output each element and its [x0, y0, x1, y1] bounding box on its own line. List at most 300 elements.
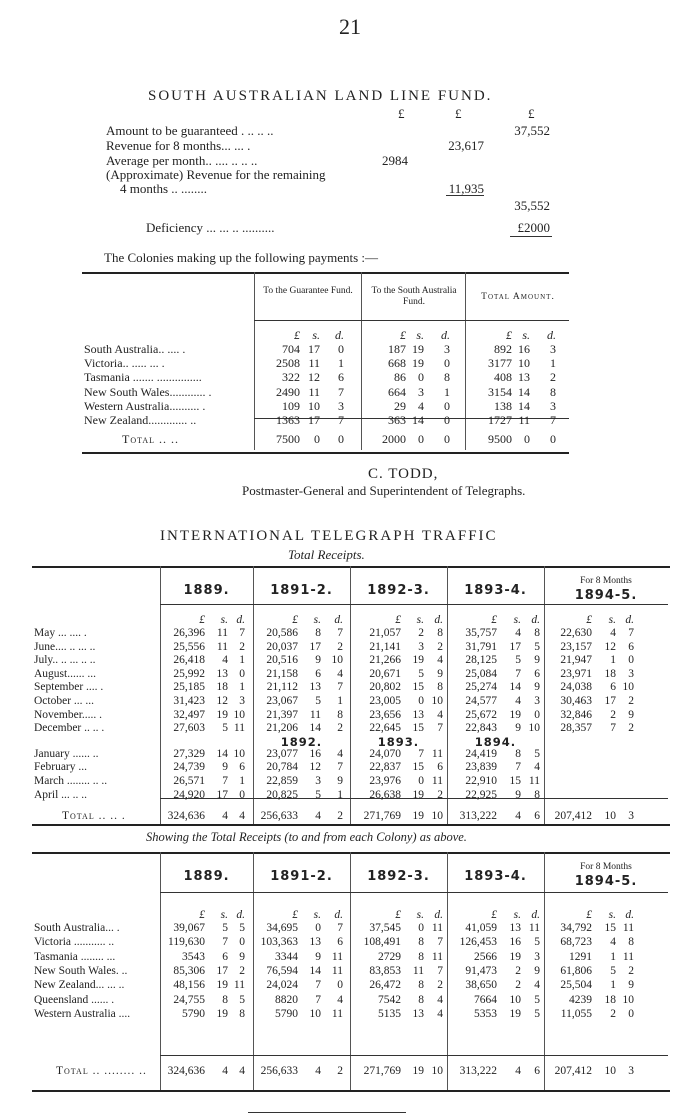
traffic-total-label: Total .. .. . [62, 810, 126, 822]
traffic-cell: 6 [315, 667, 321, 680]
colony-cell: 14 [309, 964, 321, 977]
month-name: June.... .. ... .. [34, 640, 96, 653]
colony-cell: 5 [239, 993, 245, 1006]
year-header: 1893-4. [464, 583, 527, 598]
month-name: August...... ... [34, 667, 96, 680]
colony-cell: 9 [628, 979, 634, 992]
colony-cell: 5353 [474, 1007, 497, 1020]
colony-cell: 2 [239, 964, 245, 977]
colony-cell: 0 [337, 979, 343, 992]
traffic-cell: 21,947 [560, 654, 592, 667]
colony-cell: 5135 [378, 1007, 401, 1020]
traffic-cell: 6 [534, 667, 540, 680]
traffic-cell: 19 [412, 788, 424, 801]
colony-cell: 8 [628, 936, 634, 949]
traffic-cell: 24,739 [173, 761, 205, 774]
fund-line-c2: 23,617 [448, 138, 484, 153]
traffic-cell: 5 [515, 654, 521, 667]
traffic-cell: 7 [337, 761, 343, 774]
payments-row-name: Victoria.. ..... ... . [84, 356, 165, 371]
colony-cell: 19 [216, 979, 228, 992]
year-header: 1892-3. [367, 869, 430, 884]
traffic-total-cell: 4 [515, 810, 521, 822]
colony-name: Queensland ...... . [34, 993, 115, 1006]
traffic-cell: 12 [604, 640, 616, 653]
colony-name: Victoria ........... .. [34, 936, 115, 949]
unit-label: d. [334, 909, 343, 921]
payments-unit-label: £ [294, 328, 300, 342]
traffic-cell: 21,206 [266, 722, 298, 735]
colony-cell: 8820 [275, 993, 298, 1006]
traffic-cell: 23,839 [465, 761, 497, 774]
traffic-cell: 1 [337, 695, 343, 707]
traffic-cell: 8 [534, 788, 540, 801]
colony-cell: 1 [610, 979, 616, 992]
traffic-cell: 25,992 [173, 667, 205, 680]
page-number: 21 [339, 14, 361, 39]
month-name: May ... .... . [34, 627, 87, 639]
colony-cell: 11 [431, 922, 443, 934]
colony-cell: 68,723 [560, 936, 592, 949]
colony-cell: 2 [610, 1007, 616, 1020]
colony-cell: 10 [509, 993, 521, 1006]
payments-row-name: Western Australia.......... . [84, 398, 206, 413]
traffic-total-cell: 324,636 [167, 810, 205, 822]
traffic-cell: 5 [534, 640, 540, 653]
traffic-cell: 2 [437, 640, 443, 653]
traffic-cell: 4 [437, 708, 443, 721]
colony-cell: 11 [331, 964, 343, 977]
traffic-cell: 12 [216, 695, 228, 707]
colony-cell: 4 [610, 936, 616, 949]
unit-label: £ [199, 909, 205, 921]
colony-cell: 11 [412, 964, 424, 977]
payments-cell: 86 [394, 370, 406, 385]
payments-cell: 664 [388, 384, 406, 399]
month-name: October ... ... [34, 695, 95, 707]
colony-cell: 11 [331, 950, 343, 963]
colony-name: Western Australia .... [34, 1007, 131, 1020]
colony-cell: 25,504 [560, 979, 592, 992]
traffic-total-cell: 313,222 [459, 810, 497, 822]
table-total-rule [160, 1055, 668, 1056]
colony-cell: 0 [239, 936, 245, 949]
traffic-cell: 25,084 [465, 667, 497, 680]
traffic-cell: 0 [418, 695, 424, 707]
fund-col3-head: £ [528, 106, 535, 121]
payments-cell: 7 [338, 384, 344, 399]
payments-cell: 7 [338, 413, 344, 427]
colony-cell: 16 [509, 936, 521, 949]
colony-cell: 103,363 [260, 936, 298, 949]
payments-cell: 322 [282, 370, 300, 385]
year-header: 1889. [183, 869, 230, 884]
colony-cell: 4 [337, 993, 343, 1006]
colony-cell: 126,453 [459, 936, 497, 949]
traffic-cell: 22,859 [266, 775, 298, 787]
colony-cell: 11 [233, 979, 245, 992]
payments-cell: 1727 [488, 413, 512, 427]
traffic-cell: 10 [528, 722, 540, 735]
payments-cell: 892 [494, 342, 512, 356]
payments-row-name: New South Wales............ . [84, 384, 212, 399]
year-header: 1889. [183, 583, 230, 598]
traffic-cell: 17 [509, 640, 521, 653]
traffic-cell: 11 [233, 722, 245, 735]
unit-label: d. [236, 614, 245, 626]
colony-cell: 39,067 [173, 922, 205, 934]
payments-cell: 0 [444, 398, 450, 413]
traffic-cell: 0 [628, 654, 634, 667]
unit-label: d. [334, 614, 343, 626]
signature-title: Postmaster-General and Superintendent of Telegraphs. [242, 483, 526, 498]
fund-line-c2: 11,935 [448, 181, 484, 196]
traffic-cell: 4 [534, 761, 540, 774]
colony-cell: 8 [418, 979, 424, 992]
traffic-cell: 8 [437, 681, 443, 694]
colony-total-cell: 4 [315, 1065, 321, 1077]
colony-cell: 85,306 [173, 964, 205, 977]
month-name: September .... . [34, 681, 104, 694]
traffic-cell: 19 [216, 708, 228, 721]
colony-cell: 6 [222, 950, 228, 963]
colony-cell: 10 [309, 1007, 321, 1020]
traffic-cell: 2 [337, 722, 343, 735]
colony-name: South Australia... . [34, 922, 120, 934]
traffic-cell: 9 [222, 761, 228, 774]
unit-label: s. [313, 909, 321, 921]
traffic-cell: 13 [412, 708, 424, 721]
traffic-cell: 28,125 [465, 654, 497, 667]
payments-cell: 14 [412, 413, 424, 427]
unit-label: s. [416, 614, 424, 626]
unit-label: d. [434, 909, 443, 921]
payments-cell: 17 [308, 342, 320, 356]
traffic-cell: 7 [628, 627, 634, 639]
traffic-cell: 7 [337, 681, 343, 694]
colony-cell: 24,024 [266, 979, 298, 992]
traffic-cell: 27,329 [173, 747, 205, 760]
month-name: February ... [34, 761, 88, 774]
colony-cell: 7 [222, 936, 228, 949]
payments-row-name: Tasmania ....... ............... [84, 370, 202, 385]
traffic-cell: 3 [418, 640, 424, 653]
payments-total-cell: 9500 [488, 432, 512, 446]
traffic-cell: 11 [216, 627, 228, 639]
payments-cell: 16 [518, 342, 530, 356]
traffic-cell: 5 [315, 695, 321, 707]
traffic-cell: 13 [216, 667, 228, 680]
year-header: 1891-2. [270, 869, 333, 884]
payments-cell: 4 [418, 398, 424, 413]
traffic-cell: 8 [437, 627, 443, 639]
traffic-cell: 2 [628, 695, 634, 707]
traffic-cell: 22,837 [369, 761, 401, 774]
colony-cell: 41,059 [465, 922, 497, 934]
payments-cell: 0 [338, 342, 344, 356]
month-name: March ........ .. .. [34, 775, 108, 787]
traffic-cell: 8 [315, 627, 321, 639]
payments-cell: 2 [550, 370, 556, 385]
traffic-cell: 20,516 [266, 654, 298, 667]
traffic-cell: 22,910 [465, 775, 497, 787]
traffic-cell: 9 [534, 681, 540, 694]
traffic-cell: 5 [222, 722, 228, 735]
colony-cell: 83,853 [369, 964, 401, 977]
payments-cell: 10 [308, 398, 320, 413]
traffic-cell: 25,672 [465, 708, 497, 721]
payments-cell: 3 [418, 384, 424, 399]
traffic-cell: 7 [515, 761, 521, 774]
colony-total-cell: 256,633 [260, 1065, 298, 1077]
payments-cell: 408 [494, 370, 512, 385]
traffic-cell: 15 [509, 775, 521, 787]
colony-cell: 9 [315, 950, 321, 963]
year-header: 1894-5. [574, 874, 638, 889]
year-header: 1894-5. [574, 588, 638, 603]
colony-cell: 9 [239, 950, 245, 963]
colony-cell: 7 [315, 993, 321, 1006]
fund-line-c3: 37,552 [514, 123, 550, 138]
traffic-cell: 0 [418, 775, 424, 787]
payments-cell: 12 [308, 370, 320, 385]
colony-cell: 5 [534, 1007, 540, 1020]
unit-label: s. [416, 909, 424, 921]
traffic-cell: 31,791 [465, 640, 497, 653]
colony-cell: 76,594 [266, 964, 298, 977]
colony-total-cell: 19 [412, 1065, 424, 1077]
payments-cell: 1 [444, 384, 450, 399]
traffic-cell: 19 [509, 708, 521, 721]
payments-cell: 668 [388, 356, 406, 371]
year-header: 1891-2. [270, 583, 333, 598]
colony-cell: 5 [222, 922, 228, 934]
traffic-cell: 0 [534, 708, 540, 721]
traffic-cell: 17 [309, 640, 321, 653]
payments-cell: 1 [550, 356, 556, 371]
traffic-cell: 18 [604, 667, 616, 680]
payments-cell: 0 [444, 356, 450, 371]
traffic-cell: 3 [239, 695, 245, 707]
colony-cell: 13 [509, 922, 521, 934]
traffic-cell: 9 [337, 775, 343, 787]
traffic-cell: 8 [337, 708, 343, 721]
traffic-cell: 3 [628, 667, 634, 680]
unit-label: £ [586, 614, 592, 626]
traffic-cell: 8 [515, 747, 521, 760]
colony-cell: 18 [604, 993, 616, 1006]
payments-cell: 1 [338, 356, 344, 371]
traffic-cell: 9 [315, 654, 321, 667]
traffic-cell: 20,825 [266, 788, 298, 801]
payments-cell: 7 [550, 413, 556, 427]
payments-unit-label: d. [547, 328, 556, 342]
traffic-cell: 4 [515, 695, 521, 707]
traffic-cell: 7 [515, 667, 521, 680]
traffic-cell: 24,920 [173, 788, 205, 801]
traffic-total-cell: 2 [337, 810, 343, 822]
colony-cell: 5 [610, 964, 616, 977]
traffic-cell: 23,971 [560, 667, 592, 680]
payments-unit-label: £ [506, 328, 512, 342]
traffic-cell: 2 [337, 640, 343, 653]
traffic-cell: 1 [337, 788, 343, 801]
colony-cell: 19 [216, 1007, 228, 1020]
traffic-cell: 14 [509, 681, 521, 694]
payments-cell: 2490 [276, 384, 300, 399]
fund-line-label: 4 months .. ........ [120, 181, 208, 196]
payments-cell: 138 [494, 398, 512, 413]
colony-name: Tasmania ........ ... [34, 950, 116, 963]
month-name: January ...... .. [34, 747, 99, 760]
colony-cell: 48,156 [173, 979, 205, 992]
colony-cell: 4 [437, 993, 443, 1006]
traffic-cell: 20,586 [266, 627, 298, 639]
traffic-cell: 23,005 [369, 695, 401, 707]
traffic-total-cell: 207,412 [554, 810, 592, 822]
traffic-cell: 26,396 [173, 627, 205, 639]
traffic-total-cell: 19 [412, 810, 424, 822]
fund-line-label: Amount to be guaranteed . .. .. .. [106, 123, 274, 138]
colony-cell: 2 [515, 964, 521, 977]
unit-label: £ [292, 909, 298, 921]
colony-cell: 38,650 [465, 979, 497, 992]
payments-cell: 2508 [276, 356, 300, 371]
traffic-cell: 9 [628, 708, 634, 721]
colony-cell: 2729 [378, 950, 401, 963]
traffic-title: INTERNATIONAL TELEGRAPH TRAFFIC [160, 528, 498, 544]
traffic-cell: 15 [412, 761, 424, 774]
traffic-cell: 22,630 [560, 627, 592, 639]
traffic-cell: 13 [309, 681, 321, 694]
fund-line-c3: 35,552 [514, 198, 550, 213]
traffic-cell: 17 [604, 695, 616, 707]
traffic-cell: 8 [534, 627, 540, 639]
payments-total-cell: 0 [550, 432, 556, 446]
traffic-cell: 32,497 [173, 708, 205, 721]
colony-cell: 7 [437, 964, 443, 977]
traffic-cell: 4 [437, 654, 443, 667]
colony-cell: 19 [509, 950, 521, 963]
traffic-cell: 25,556 [173, 640, 205, 653]
colony-cell: 108,491 [363, 936, 401, 949]
colony-cell: 91,473 [465, 964, 497, 977]
payments-cell: 3 [550, 398, 556, 413]
traffic-cell: 0 [239, 667, 245, 680]
colony-cell: 9 [534, 964, 540, 977]
payments-total-cell: 7500 [276, 432, 300, 446]
traffic-cell: 0 [239, 788, 245, 801]
traffic-cell: 21,158 [266, 667, 298, 680]
table-bottom-rule [32, 1090, 670, 1092]
traffic-cell: 4 [337, 667, 343, 680]
colony-cell: 8 [418, 993, 424, 1006]
traffic-cell: 25,185 [173, 681, 205, 694]
traffic-cell: 11 [309, 708, 321, 721]
colony-cell: 26,472 [369, 979, 401, 992]
payments-cell: 11 [518, 413, 530, 427]
payments-cell: 13 [518, 370, 530, 385]
traffic-cell: 30,463 [560, 695, 592, 707]
traffic-cell: 9 [437, 667, 443, 680]
traffic-cell: 15 [412, 681, 424, 694]
traffic-cell: 22,925 [465, 788, 497, 801]
payments-total-cell: 2000 [382, 432, 406, 446]
traffic-cell: 11 [528, 775, 540, 787]
payments-cell: 1363 [276, 413, 300, 427]
payments-cell: 8 [444, 370, 450, 385]
colony-name: New South Wales. .. [34, 964, 128, 977]
colony-cell: 2 [437, 979, 443, 992]
traffic-cell: 2 [418, 627, 424, 639]
colony-cell: 13 [412, 1007, 424, 1020]
traffic-cell: 23,656 [369, 708, 401, 721]
traffic-total-cell: 256,633 [260, 810, 298, 822]
colony-cell: 24,755 [173, 993, 205, 1006]
traffic-cell: 22,843 [465, 722, 497, 735]
colony-cell: 8 [418, 936, 424, 949]
payments-cell: 19 [412, 342, 424, 356]
colony-cell: 0 [418, 922, 424, 934]
traffic-cell: 5 [534, 747, 540, 760]
traffic-cell: 7 [222, 775, 228, 787]
traffic-cell: 4 [515, 627, 521, 639]
month-name: April ... .. .. [34, 788, 88, 801]
colony-cell: 8 [418, 950, 424, 963]
unit-label: £ [491, 614, 497, 626]
unit-label: d. [625, 909, 634, 921]
colony-cell: 34,695 [266, 922, 298, 934]
colony-cell: 11 [431, 950, 443, 963]
traffic-cell: 20,784 [266, 761, 298, 774]
signature-name: C. TODD, [368, 466, 439, 482]
year-header: 1892-3. [367, 583, 430, 598]
traffic-total-cell: 271,769 [363, 810, 401, 822]
traffic-cell: 23,067 [266, 695, 298, 707]
colony-cell: 17 [216, 964, 228, 977]
traffic-cell: 7 [437, 722, 443, 735]
colony-cell: 1291 [569, 950, 592, 963]
colony-cell: 19 [509, 1007, 521, 1020]
traffic-total-cell: 3 [628, 810, 634, 822]
traffic-cell: 17 [216, 788, 228, 801]
traffic-total-cell: 4 [239, 810, 245, 822]
payments-unit-label: s. [312, 328, 320, 342]
table-bottom-rule [32, 824, 670, 826]
payments-cell: 3177 [488, 356, 512, 371]
deficiency-label: Deficiency ... ... .. .......... [146, 220, 275, 235]
traffic-cell: 26,638 [369, 788, 401, 801]
payments-cell: 8 [550, 384, 556, 399]
payments-unit-label: d. [335, 328, 344, 342]
colony-total-cell: 271,769 [363, 1065, 401, 1077]
colony-cell: 34,792 [560, 922, 592, 934]
payments-total-cell: 0 [418, 432, 424, 446]
traffic-cell: 20,037 [266, 640, 298, 653]
unit-label: d. [625, 614, 634, 626]
colony-total-cell: 10 [431, 1065, 443, 1077]
traffic-cell: 6 [628, 640, 634, 653]
fund-line-c1: 2984 [382, 153, 408, 168]
traffic-cell: 10 [622, 681, 634, 694]
payments-total-label: Total .. .. [122, 432, 180, 446]
colony-cell: 0 [628, 1007, 634, 1020]
colony-cell: 5790 [275, 1007, 298, 1020]
traffic-cell: 25,274 [465, 681, 497, 694]
for-8-months-note: For 8 Months [580, 862, 632, 872]
fund-line-label: Average per month.. .... .. .. .. [106, 153, 258, 168]
payments-unit-label: s. [416, 328, 424, 342]
